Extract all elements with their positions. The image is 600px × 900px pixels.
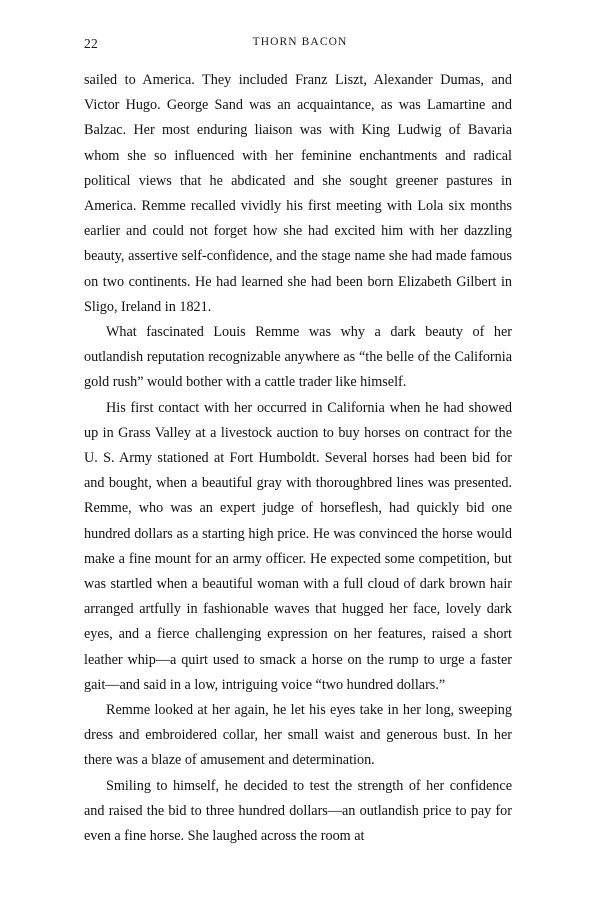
page-number: 22 (84, 36, 99, 51)
paragraph: Remme looked at her again, he let his eyes take in her long, sweeping dress and embroidered collar, her small waist and generous bust. In her there was a blaze of amusement and determination. (84, 702, 512, 769)
paragraph: Smiling to himself, he decided to test the strength of her confidence and raised the bid to three hundred dollars—an outlandish price to pay for even a fine horse. She laughed across the room at (84, 777, 512, 845)
page-body (84, 68, 512, 849)
page-header (84, 36, 516, 56)
running-head-title: THORN BACON (252, 36, 348, 48)
paragraph: His first contact with her occurred in California when he had showed up in Grass Valley at a livestock auction to buy horses on contract for the U. S. Army stationed at Fort Humboldt. Several horses had been bid for and bought, when a beautiful gray with thoroughbred lines was presented. Remme, who was an expert judge of horseflesh, had quickly bid one hundred dollars as a starting high price. He was convinced the horse would make a fine mount for an army officer. He expected some competition, but was startled when a beautiful woman with a full cloud of dark brown hair arranged artfully in fashionable waves that hugged her face, lovely dark eyes, and a fierce challenging expression on her features, raised a short leather whip—a quirt used to smack a horse on the rump to urge a faster gait—and said in a low, intriguing voice “two hundred dollars.” (84, 399, 512, 693)
paragraph: sailed to America. They included Franz Liszt, Alexander Dumas, and Victor Hugo. George Sand was an acquaintance, as was Lamartine and Balzac. Her most enduring liaison was with King Ludwig of Bavaria whom she so influenced with her feminine enchantments and radical political views that he abdicated and she sought greener pastures in America. Remme recalled vividly his first meeting with Lola six months earlier and could not forget how she had excited him with her dazzling beauty, assertive self-confidence, and the stage name she had made famous on two continents. He had learned she had been born Elizabeth Gilbert in Sligo, Ireland in 1821. (84, 72, 512, 315)
paragraph: What fascinated Louis Remme was why a dark beauty of her outlandish reputation recognizable anywhere as “the belle of the California gold rush” would bother with a cattle trader like himself. (84, 324, 512, 391)
